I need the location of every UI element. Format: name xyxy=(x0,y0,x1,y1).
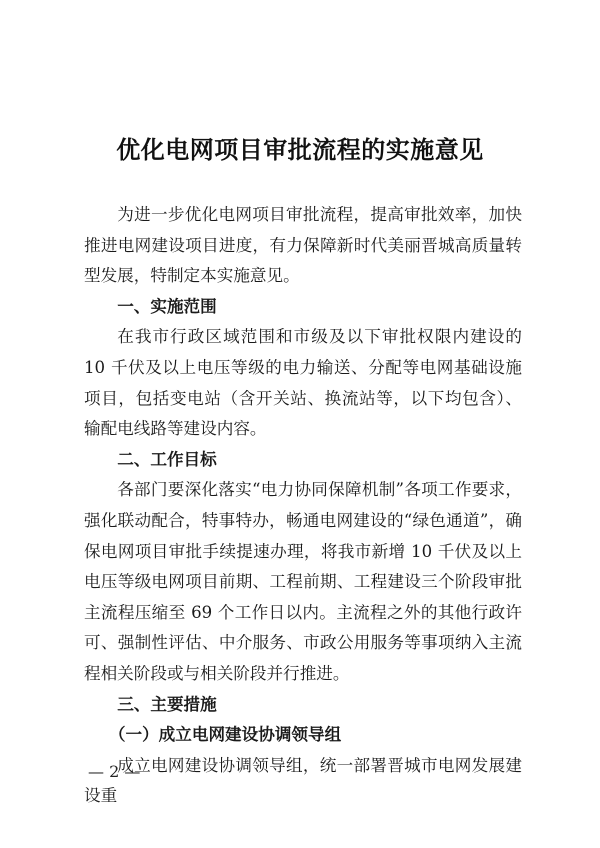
page-number: — 2 — xyxy=(88,762,141,781)
document-body xyxy=(84,200,522,812)
section-heading-measures: 三、主要措施 xyxy=(117,694,217,714)
intro-paragraph: 为进一步优化电网项目审批流程，提高审批效率，加快推进电网建设项目进度，有力保障新时代美丽晋城高质量转型发展，特制定本实施意见。 xyxy=(84,205,522,286)
section-paragraph-scope: 在我市行政区域范围和市级及以下审批权限内建设的 10 千伏及以上电压等级的电力输送、分配等电网基础设施项目，包括变电站（含开关站、换流站等，以下均包含）、输配电线路等建设内容。 xyxy=(84,327,522,439)
section-paragraph-leadership: 成立电网建设协调领导组，统一部署晋城市电网发展建设重 xyxy=(84,755,522,806)
section-heading-scope: 一、实施范围 xyxy=(117,296,217,316)
section-paragraph-goals: 各部门要深化落实“电力协同保障机制”各项工作要求，强化联动配合，特事特办，畅通电网建设的“绿色通道”，确保电网项目审批手续提速办理，将我市新增 10 千伏及以上电压等级电网项目前期、工程前期、工程建设三个阶段审批主流程压缩至 69 个工作日以内。主流程之外的其他行政许可、强制性评估、中介服务、市政公用服务等事项纳入主流程相关阶段或与相关阶段并行推进。 xyxy=(84,480,522,683)
document-title: 优化电网项目审批流程的实施意见 xyxy=(116,136,484,164)
section-heading-goals: 二、工作目标 xyxy=(117,449,217,469)
subsection-heading-leadership: （一）成立电网建设协调领导组 xyxy=(108,725,342,745)
